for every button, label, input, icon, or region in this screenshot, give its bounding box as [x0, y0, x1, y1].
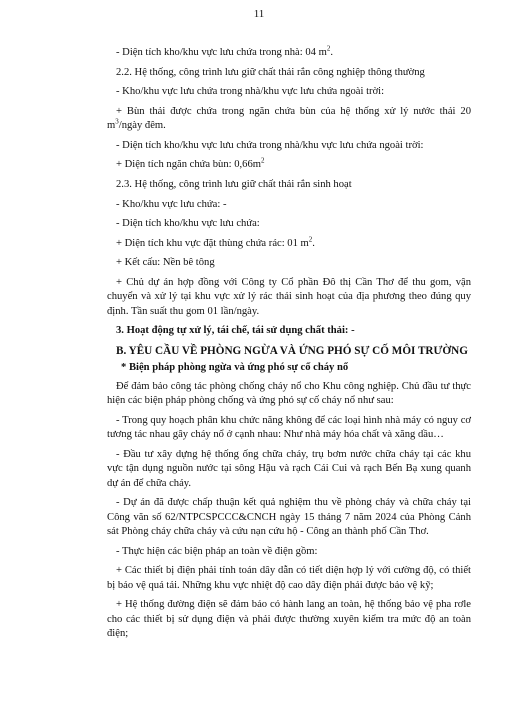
paragraph: + Kết cấu: Nền bê tông — [116, 257, 215, 269]
section-b-heading: B. YÊU CẦU VỀ PHÒNG NGỪA VÀ ỨNG PHÓ SỰ CỐ MÔI TRƯỜNG — [116, 344, 468, 357]
paragraph: - Kho/khu vực lưu chứa: - — [116, 198, 227, 210]
paragraph: - Trong quy hoạch phân khu chức năng không để các loại hình nhà máy có nguy cơ tương tác nhau gây cháy nổ ở cạnh nhau: Như nhà máy hóa chất và xăng dầu… — [107, 414, 471, 441]
paragraph: Để đảm bảo công tác phòng chống cháy nổ cho Khu công nghiệp. Chủ đầu tư thực hiện các biện pháp phòng chống và ứng phó sự cố cháy nổ như sau: — [107, 380, 471, 407]
paragraph: + Diện tích ngăn chứa bùn: $0,66m^2$ — [116, 156, 265, 171]
fire-prevention-subheading: * Biện pháp phòng ngừa và ứng phó sự cố cháy nổ — [121, 362, 349, 374]
paragraph: - Đầu tư xây dựng hệ thống ống chữa cháy, trụ bơm nước chữa cháy tại các khu vực tận dụng nguồn nước tại sông Hậu và rạch Cái Cui và rạch Bến Bạ xung quanh dự án để chữa cháy. — [107, 448, 471, 489]
paragraph: - Thực hiện các biện pháp an toàn về điện gồm: — [116, 545, 318, 557]
section-3-heading: 3. Hoạt động tự xử lý, tái chế, tái sử dụng chất thải: - — [116, 325, 355, 337]
paragraph: - Diện tích kho/khu vực lưu chứa trong nhà: 04 $m^2$. — [116, 44, 333, 58]
paragraph: - Diện tích kho/khu vực lưu chứa trong nhà/khu vực lưu chứa ngoài trời: — [116, 139, 424, 151]
section-heading: 2.3. Hệ thống, công trình lưu giữ chất thải rắn sinh hoạt — [116, 178, 352, 190]
paragraph: + Bùn thải được chứa trong ngăn chứa bùn của hệ thống xử lý nước thải 20 $m^3$/ngày đêm. — [107, 105, 471, 132]
paragraph: + Các thiết bị điện phải tính toán dây dẫn có tiết diện hợp lý với cường độ, có thiết bị bảo vệ quá tải. Những khu vực nhiệt độ cao dây điện phải được bảo vệ kỹ; — [107, 565, 471, 591]
document-body — [107, 46, 471, 647]
paragraph: + Diện tích khu vực đặt thùng chứa rác: 01 $m^2$. — [116, 235, 315, 249]
paragraph: - Kho/khu vực lưu chứa trong nhà/khu vực lưu chứa ngoài trời: — [116, 86, 385, 98]
page-number: 11 — [253, 8, 265, 20]
section-heading: 2.2. Hệ thống, công trình lưu giữ chất thải rắn công nghiệp thông thường — [116, 66, 425, 78]
paragraph: - Dự án đã được chấp thuận kết quả nghiệm thu về phòng cháy và chữa cháy tại Công văn số 62/NTPCSPCCC&CNCH ngày 15 tháng 7 năm 2024 của Phòng Cảnh sát Phòng cháy chữa cháy và cứu nạn cứu hộ - Công an thành phố Cần Thơ. — [107, 497, 471, 538]
paragraph: + Hệ thống đường điện sẽ đảm bảo có hành lang an toàn, hệ thống bảo vệ pha rơle cho các thiết bị sử dụng điện và phải được thường xuyên kiểm tra mức độ an toàn điện; — [107, 599, 471, 640]
paragraph: + Chủ dự án hợp đồng với Công ty Cổ phần Đô thị Cần Thơ để thu gom, vận chuyển và xử lý tại khu vực xử lý rác thải sinh hoạt của địa phương theo đúng quy định. Tần suất thu gom 01 lần/ngày. — [107, 276, 471, 317]
paragraph: - Diện tích kho/khu vực lưu chứa: — [116, 218, 260, 230]
